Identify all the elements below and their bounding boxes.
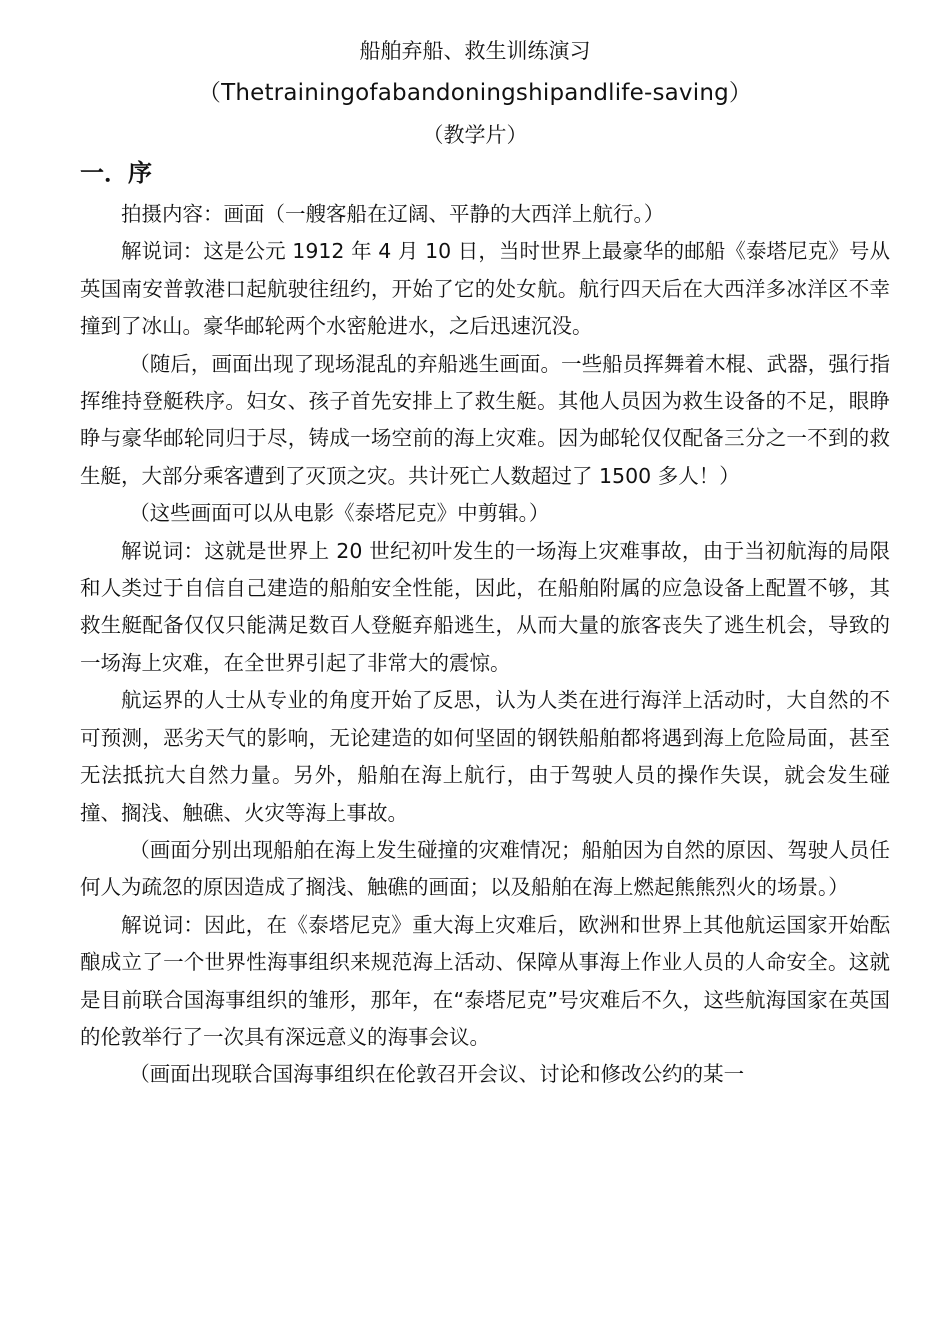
paragraph-scene-abandon-ship: （随后，画面出现了现场混乱的弃船逃生画面。一些船员挥舞着木棍、武器，强行指挥维持登艇秩序。妇女、孩子首先安排上了救生艇。其他人员因为救生设备的不足，眼睁睁与豪华邮轮同归于尽，铸成一场空前的海上灾难。因为邮轮仅仅配备三分之一不到的救生艇，大部分乘客遭到了灭顶之灾。共计死亡人数超过了 1500 多人！）	[80, 351, 890, 488]
section-heading: 一．序	[80, 159, 152, 187]
paragraph-scene-source-note: （这些画面可以从电影《泰塔尼克》中剪辑。）	[129, 501, 550, 526]
document-subtitle-type: （教学片）	[422, 123, 528, 147]
document-title: 船舶弃船、救生训练演习	[359, 39, 591, 63]
paragraph-shooting-content: 拍摄内容：画面（一艘客船在辽阔、平静的大西洋上航行。）	[121, 202, 665, 226]
paragraph-narration-imo-origin: 解说词：因此，在《泰塔尼克》重大海上灾难后，欧洲和世界上其他航运国家开始酝酿成立了一个世界性海事组织来规范海上活动、保障从事海上作业人员的人命安全。这就是目前联合国海事组织的雏形，那年，在“泰塔尼克”号灾难后不久，这些航海国家在英国的伦敦举行了一次具有深远意义的海事会议。	[80, 912, 890, 1049]
document-subtitle-english: （Thetrainingofabandoningshipandlife-saving）	[197, 80, 753, 106]
paragraph-scene-imo-meeting: （画面出现联合国海事组织在伦敦召开会议、讨论和修改公约的某一	[129, 1062, 745, 1087]
paragraph-narration-disaster: 解说词：这就是世界上 20 世纪初叶发生的一场海上灾难事故，由于当初航海的局限和人类过于自信自己建造的船舶安全性能，因此，在船舶附属的应急设备上配置不够，其救生艇配备仅仅只能满足数百人登艇弃船逃生，从而大量的旅客丧失了逃生机会，导致的一场海上灾难，在全世界引起了非常大的震惊。	[80, 538, 890, 675]
document-body	[80, 196, 890, 1094]
paragraph-industry-reflection: 航运界的人士从专业的角度开始了反思，认为人类在进行海洋上活动时，大自然的不可预测，恶劣天气的影响，无论建造的如何坚固的钢铁船舶都将遇到海上危险局面，甚至无法抵抗大自然力量。另外，船舶在海上航行，由于驾驶人员的操作失误，就会发生碰撞、搁浅、触礁、火灾等海上事故。	[80, 688, 890, 825]
paragraph-narration-titanic: 解说词：这是公元 1912 年 4 月 10 日，当时世界上最豪华的邮船《泰塔尼克》号从英国南安普敦港口起航驶往纽约，开始了它的处女航。航行四天后在大西洋多冰洋区不幸撞到了冰山。豪华邮轮两个水密舱进水，之后迅速沉没。	[80, 239, 890, 339]
paragraph-scene-accidents: （画面分别出现船舶在海上发生碰撞的灾难情况；船舶因为自然的原因、驾驶人员任何人为疏忽的原因造成了搁浅、触礁的画面；以及船舶在海上燃起熊熊烈火的场景。）	[80, 837, 890, 900]
